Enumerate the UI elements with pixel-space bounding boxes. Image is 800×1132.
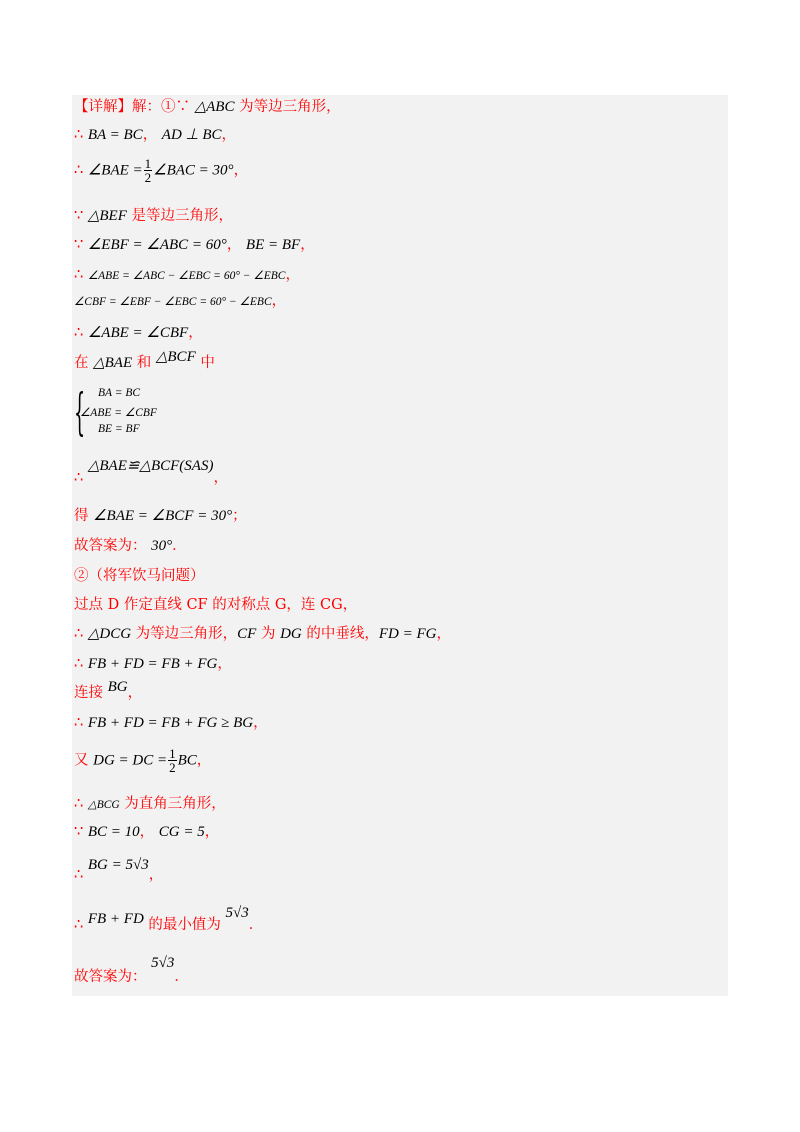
line-text: ， bbox=[142, 127, 158, 143]
math-expr: ∠EBF = ∠ABC = 60° bbox=[87, 237, 227, 253]
math-expr: BG = 5√3 bbox=[87, 857, 149, 873]
math-expr: CF bbox=[237, 626, 257, 642]
math-expr: BG bbox=[107, 679, 128, 695]
math-expr: FB + FD = FB + FG bbox=[87, 656, 218, 672]
brace-icon: { bbox=[74, 383, 86, 441]
system-equation-1: BA = BC bbox=[98, 387, 141, 399]
fraction-denominator: 2 bbox=[144, 170, 152, 185]
line-text: 【详解】解：①∵ bbox=[74, 99, 195, 115]
fraction-numerator: 1 bbox=[169, 746, 176, 761]
solution-line-1 bbox=[74, 98, 341, 116]
fraction-denominator: 2 bbox=[169, 760, 176, 775]
solution-line-19 bbox=[74, 795, 226, 814]
line-text: ②（将军饮马问题） bbox=[74, 568, 205, 584]
math-expr: △BAE≌△BCF(SAS) bbox=[87, 458, 214, 474]
line-text: ， bbox=[271, 293, 287, 309]
line-text: ∵ bbox=[74, 824, 88, 840]
math-expr: 5√3 bbox=[225, 905, 249, 921]
math-expr: AD ⊥ BC bbox=[161, 127, 222, 143]
line-text: 和 bbox=[132, 355, 156, 371]
line-text: ， bbox=[233, 162, 249, 179]
math-expr: BE = BF bbox=[245, 237, 301, 253]
section-heading bbox=[74, 567, 205, 585]
solution-line-8 bbox=[74, 324, 203, 342]
solution-line-15 bbox=[74, 655, 232, 673]
line-text: ， bbox=[127, 685, 143, 701]
line-text: 的最小值为 bbox=[143, 917, 226, 933]
fraction-numerator: 1 bbox=[144, 156, 152, 171]
line-text: ∴ bbox=[74, 917, 88, 933]
line-text: ∴ bbox=[74, 715, 88, 731]
math-expr: ∠BAE = ∠BCF = 30° bbox=[93, 508, 233, 524]
fraction bbox=[168, 747, 177, 774]
line-text: 为 bbox=[256, 626, 281, 642]
line-text: ， bbox=[204, 824, 220, 840]
line-text: ， bbox=[188, 325, 203, 341]
line-text: 连接 bbox=[74, 685, 108, 701]
line-text: ∴ bbox=[74, 626, 88, 642]
math-expr: △BAE bbox=[93, 355, 133, 371]
solution-line-17 bbox=[74, 714, 268, 732]
line-text: ， bbox=[285, 267, 300, 283]
math-expr: BC = 10 bbox=[87, 824, 140, 840]
line-text: 故答案为： bbox=[74, 969, 152, 985]
line-text: ， bbox=[217, 656, 232, 672]
line-text: ∴ bbox=[74, 470, 88, 486]
line-text: 又 bbox=[74, 752, 94, 769]
solution-line-3 bbox=[74, 157, 248, 184]
line-text: ∴ bbox=[74, 656, 88, 672]
solution-line-6 bbox=[74, 266, 300, 285]
line-text: 过点 D 作定直线 CF 的对称点 G，连 CG， bbox=[74, 597, 358, 613]
solution-line-21 bbox=[74, 856, 164, 883]
fraction bbox=[144, 157, 153, 184]
line-text: ． bbox=[172, 538, 187, 554]
line-text: 为直角三角形， bbox=[119, 796, 226, 812]
math-expr: FB + FD bbox=[87, 911, 144, 927]
math-expr: ∠BAC = 30° bbox=[153, 162, 234, 179]
math-expr: ∠CBF = ∠EBF − ∠EBC = 60° − ∠EBC bbox=[74, 296, 272, 308]
system-equation-2: ∠ABE = ∠CBF bbox=[80, 407, 157, 419]
line-text: ∴ bbox=[74, 796, 88, 812]
line-text: ∴ bbox=[74, 267, 88, 283]
line-text: ， bbox=[226, 237, 242, 253]
math-expr: ∠ABE = ∠CBF bbox=[87, 325, 189, 341]
line-text: ； bbox=[232, 508, 247, 524]
math-expr: FD = FG bbox=[378, 626, 437, 642]
line-text: 是等边三角形， bbox=[126, 208, 233, 224]
math-expr: 5√3 bbox=[151, 955, 175, 971]
math-expr: △DCG bbox=[87, 626, 132, 642]
solution-line-18 bbox=[74, 747, 211, 774]
math-expr: △ABC bbox=[194, 99, 235, 115]
solution-line-22 bbox=[74, 905, 264, 933]
solution-line-4 bbox=[74, 207, 233, 225]
line-text: 得 bbox=[74, 508, 94, 524]
line-text: ． bbox=[174, 969, 189, 985]
solution-line-13 bbox=[74, 596, 357, 614]
math-expr: ∠BAE = bbox=[87, 162, 143, 179]
system-equation-3: BE = BF bbox=[98, 423, 140, 435]
math-expr: BA = BC bbox=[87, 127, 143, 143]
line-text: ， bbox=[213, 470, 228, 486]
solution-line-12 bbox=[74, 537, 187, 555]
line-text: ， bbox=[221, 127, 237, 143]
line-text: ∵ bbox=[74, 237, 88, 253]
line-text: ， bbox=[436, 626, 451, 642]
line-text: 故答案为： bbox=[74, 538, 152, 554]
math-expr: DG = DC = bbox=[93, 752, 168, 769]
math-expr: 30° bbox=[151, 538, 173, 554]
line-text: ∴ bbox=[74, 867, 88, 883]
solution-line-23 bbox=[74, 955, 189, 985]
solution-line-14 bbox=[74, 625, 451, 643]
math-expr: FB + FD = FB + FG ≥ BG bbox=[87, 715, 254, 731]
math-expr: DG bbox=[280, 626, 302, 642]
line-text: ∴ bbox=[74, 325, 88, 341]
line-text: 为等边三角形， bbox=[131, 626, 238, 642]
line-text: ． bbox=[248, 917, 264, 933]
line-text: ， bbox=[253, 715, 268, 731]
line-text: ， bbox=[196, 752, 212, 769]
line-text: 中 bbox=[195, 355, 215, 371]
line-text: ， bbox=[139, 824, 155, 840]
math-expr: BC bbox=[177, 752, 197, 769]
solution-line-16 bbox=[74, 679, 143, 702]
line-text: 为等边三角形， bbox=[234, 99, 341, 115]
line-text: ∴ bbox=[74, 127, 88, 143]
line-text: ∴ bbox=[74, 162, 88, 179]
math-expr: △BCG bbox=[87, 799, 120, 811]
math-expr: △BEF bbox=[87, 208, 127, 224]
line-text: 的中垂线， bbox=[301, 626, 379, 642]
line-text: ∵ bbox=[74, 208, 88, 224]
line-text: ， bbox=[148, 867, 164, 883]
solution-line-20 bbox=[74, 823, 219, 841]
math-expr: △BCF bbox=[155, 349, 196, 365]
solution-line-2 bbox=[74, 126, 236, 144]
solution-line-10 bbox=[74, 457, 228, 486]
math-expr: ∠ABE = ∠ABC − ∠EBC = 60° − ∠EBC bbox=[87, 270, 286, 282]
solution-line-7 bbox=[74, 292, 286, 311]
solution-line-11 bbox=[74, 507, 247, 525]
line-text: 在 bbox=[74, 355, 94, 371]
solution-line-9 bbox=[74, 349, 215, 372]
line-text: ， bbox=[300, 237, 315, 253]
solution-line-5 bbox=[74, 236, 315, 254]
math-expr: CG = 5 bbox=[158, 824, 205, 840]
